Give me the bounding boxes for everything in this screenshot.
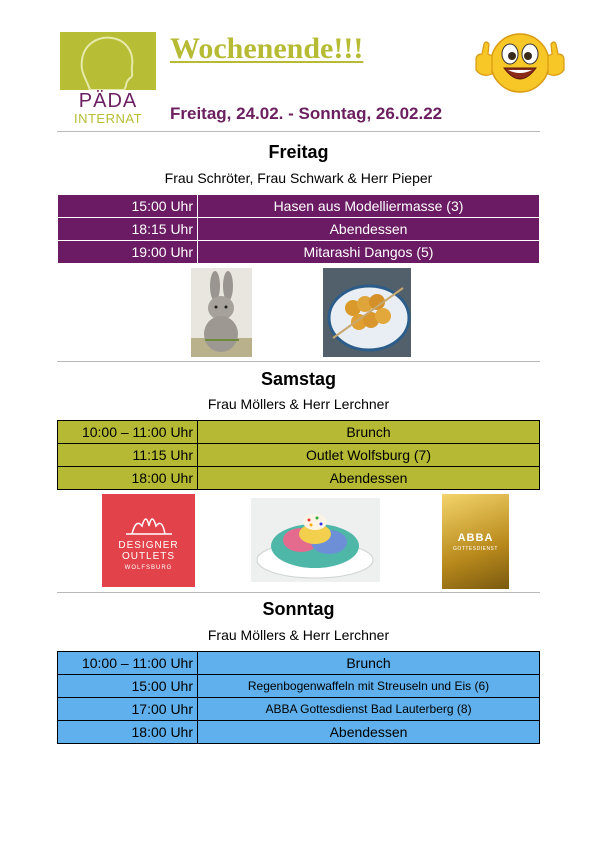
time-cell: 18:00 Uhr — [58, 467, 198, 490]
event-cell: Mitarashi Dangos (5) — [198, 241, 540, 264]
paeda-internat-logo — [60, 32, 156, 124]
schedule-table-saturday — [57, 420, 540, 490]
time-cell: 17:00 Uhr — [58, 698, 198, 721]
table-row — [58, 652, 540, 675]
logo-text-internat: INTERNAT — [73, 111, 143, 126]
day-heading-sunday: Sonntag — [262, 599, 335, 619]
day-heading-saturday: Samstag — [260, 369, 337, 389]
abba-text-2: GOTTESDIENST — [453, 546, 498, 552]
event-cell: Abendessen — [198, 721, 540, 744]
event-cell: Abendessen — [198, 218, 540, 241]
time-cell: 18:15 Uhr — [58, 218, 198, 241]
rainbow-waffles-image — [251, 498, 380, 582]
date-range: Freitag, 24.02. - Sonntag, 26.02.22 — [170, 104, 443, 123]
event-cell: ABBA Gottesdienst Bad Lauterberg (8) — [198, 698, 540, 721]
staff-saturday: Frau Möllers & Herr Lerchner — [207, 396, 390, 412]
schedule-table-friday — [57, 194, 540, 264]
table-row — [58, 195, 540, 218]
time-cell: 10:00 – 11:00 Uhr — [58, 652, 198, 675]
page-title: Wochenende!!! — [170, 32, 364, 65]
time-cell: 15:00 Uhr — [58, 675, 198, 698]
event-cell: Outlet Wolfsburg (7) — [198, 444, 540, 467]
table-row — [58, 218, 540, 241]
event-cell: Brunch — [198, 421, 540, 444]
event-cell: Hasen aus Modelliermasse (3) — [198, 195, 540, 218]
time-cell: 15:00 Uhr — [58, 195, 198, 218]
time-cell: 19:00 Uhr — [58, 241, 198, 264]
event-cell: Regenbogenwaffeln mit Streuseln und Eis (6) — [198, 675, 540, 698]
divider — [57, 131, 540, 132]
day-heading-friday: Freitag — [268, 142, 329, 162]
logo-text-paeda: PÄDA — [78, 90, 138, 112]
table-row — [58, 444, 540, 467]
abba-text-1: ABBA — [457, 532, 494, 544]
time-cell: 18:00 Uhr — [58, 721, 198, 744]
outlet-text-3: WOLFSBURG — [124, 565, 173, 571]
table-row — [58, 421, 540, 444]
mitarashi-dango-image — [323, 268, 411, 357]
time-cell: 11:15 Uhr — [58, 444, 198, 467]
logo-head-silhouette — [60, 32, 156, 90]
bunny-figure-image — [191, 268, 252, 357]
staff-friday: Frau Schröter, Frau Schwark & Herr Pieper — [164, 170, 433, 186]
staff-sunday: Frau Möllers & Herr Lerchner — [207, 627, 390, 643]
time-cell: 10:00 – 11:00 Uhr — [58, 421, 198, 444]
event-cell: Brunch — [198, 652, 540, 675]
table-row — [58, 675, 540, 698]
table-row — [58, 241, 540, 264]
outlet-text-1: DESIGNER — [118, 540, 179, 551]
designer-outlets-wolfsburg-logo — [102, 494, 195, 587]
table-row — [58, 467, 540, 490]
outlet-text-2: OUTLETS — [121, 551, 176, 562]
table-row — [58, 698, 540, 721]
event-cell: Abendessen — [198, 467, 540, 490]
abba-gottesdienst-poster — [442, 494, 509, 589]
table-row — [58, 721, 540, 744]
divider — [57, 592, 540, 593]
schedule-table-sunday — [57, 651, 540, 744]
divider — [57, 361, 540, 362]
smiley-thumbs-up-icon — [470, 28, 570, 98]
